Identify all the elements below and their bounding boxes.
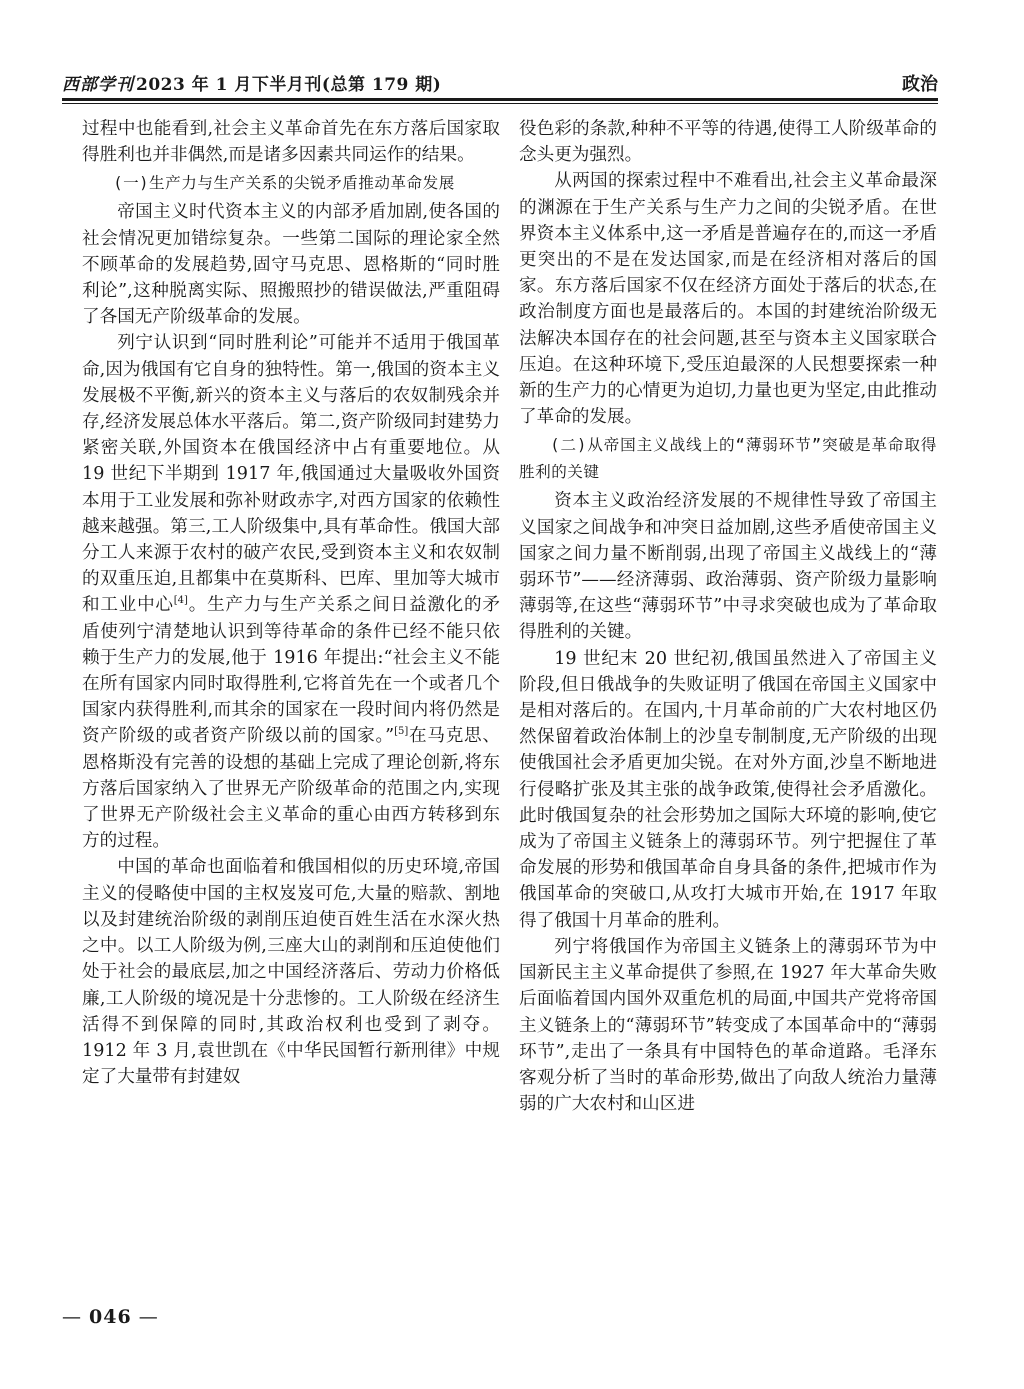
paragraph: 资本主义政治经济发展的不规律性导致了帝国主义国家之间战争和冲突日益加剧,这些矛盾使帝国主义国家之间力量不断削弱,出现了帝国主义战线上的“薄弱环节”——经济薄弱、政治薄弱、资产阶级力量影响薄弱等,在这些“薄弱环节”中寻求突破也成为了革命取得胜利的关键。 — [519, 491, 937, 643]
paragraph: 帝国主义时代资本主义的内部矛盾加剧,使各国的社会情况更加错综复杂。一些第二国际的理论家全然不顾革命的发展趋势,固守马克思、恩格斯的“同时胜利论”,这种脱离实际、照搬照抄的错误做法,严重阻碍了各国无产阶级革命的发展。 — [82, 202, 500, 328]
citation-ref: [5] — [394, 726, 409, 738]
paragraph: 19 世纪末 20 世纪初,俄国虽然进入了帝国主义阶段,但日俄战争的失败证明了俄国在帝国主义国家中是相对落后的。在国内,十月革命前的广大农村地区仍然保留着政治体制上的沙皇专制制度,无产阶级的出现使俄国社会矛盾更加尖锐。在对外方面,沙皇不断地进行侵略扩张及其主张的战争政策,使得社会矛盾激化。此时俄国复杂的社会形势加之国际大环境的影响,使它成为了帝国主义链条上的薄弱环节。列宁把握住了革命发展的形势和俄国革命自身具备的条件,把城市作为俄国革命的突破口,从攻打大城市开始,在 1917 年取得了俄国十月革命的胜利。 — [519, 648, 937, 931]
right-column — [519, 116, 937, 1117]
paragraph: 过程中也能看到,社会主义革命首先在东方落后国家取得胜利也并非偶然,而是诸多因素共同运作的结果。 — [82, 119, 500, 166]
journal-logo: 西部学刊 — [62, 75, 134, 95]
paragraph: 中国的革命也面临着和俄国相似的历史环境,帝国主义的侵略使中国的主权岌岌可危,大量的赔款、割地以及封建统治阶级的剥削压迫使百姓生活在水深火热之中。以工人阶级为例,三座大山的剥削和压迫使他们处于社会的最底层,加之中国经济落后、劳动力价格低廉,工人阶级的境况是十分悲惨的。工人阶级在经济生活得不到保障的同时,其政治权利也受到了剥夺。1912 年 3 月,袁世凯在《中华民国暂行新刑律》中规定了大量带有封建奴 — [82, 857, 500, 1088]
citation-ref: [4] — [173, 595, 188, 607]
section-subheading: (二)从帝国主义战线上的“薄弱环节”突破是革命取得胜利的关键 — [519, 436, 937, 482]
paragraph: 从两国的探索过程中不难看出,社会主义革命最深的渊源在于生产关系与生产力之间的尖锐矛盾。在世界资本主义体系中,这一矛盾是普遍存在的,而这一矛盾更突出的不是在发达国家,而是在经济相对落后的国家。东方落后国家不仅在经济方面处于落后的状态,在政治制度方面也是最落后的。本国的封建统治阶级无法解决本国存在的社会问题,甚至与资本主义国家联合压迫。在这种环境下,受压迫最深的人民想要探索一种新的生产力的心情更为迫切,力量也更为坚定,由此推动了革命的发展。 — [519, 171, 937, 428]
paragraph — [82, 330, 500, 854]
paragraph-text: 在马克思、恩格斯没有完善的设想的基础上完成了理论创新,将东方落后国家纳入了世界无产阶级革命的范围之内,实现了世界无产阶级社会主义革命的重心由西方转移到东方的过程。 — [82, 726, 500, 852]
section-label: 政治 — [902, 74, 938, 95]
header-rule-thin — [62, 103, 938, 104]
paragraph: 役色彩的条款,种种不平等的待遇,使得工人阶级革命的念头更为强烈。 — [519, 119, 937, 166]
paragraph: 列宁将俄国作为帝国主义链条上的薄弱环节为中国新民主主义革命提供了参照,在 1927 年大革命失败后面临着国内国外双重危机的局面,中国共产党将帝国主义链条上的“薄弱环节”转变成了本国革命中的“薄弱环节”,走出了一条具有中国特色的革命道路。毛泽东客观分析了当时的革命形势,做出了向敌人统治力量薄弱的广大农村和山区进 — [519, 936, 937, 1115]
section-subheading: (一)生产力与生产关系的尖锐矛盾推动革命发展 — [113, 174, 455, 193]
paragraph-text: 。生产力与生产关系之间日益激化的矛盾使列宁清楚地认识到等待革命的条件已经不能只依赖于生产力的发展,他于 1916 年提出:“社会主义不能在所有国家内同时取得胜利,它将首先在一个或者几个国家内获得胜利,而其余的国家在一段时间内将仍然是资产阶级的或者资产阶级以前的国家。” — [82, 595, 500, 747]
paragraph-text: 列宁认识到“同时胜利论”可能并不适用于俄国革命,因为俄国有它自身的独特性。第一,俄国的资本主义发展极不平衡,新兴的资本主义与落后的农奴制残余并存,经济发展总体水平落后。第二,资产阶级同封建势力紧密关联,外国资本在俄国经济中占有重要地位。从 19 世纪下半期到 1917 年,俄国通过大量吸收外国资本用于工业发展和弥补财政赤字,对西方国家的依赖性越来越强。第三,工人阶级集中,具有革命性。俄国大部分工人来源于农村的破产农民,受到资本主义和农奴制的双重压迫,且都集中在莫斯科、巴库、里加等大城市和工业中心 — [82, 333, 500, 616]
page-number: 046 — [89, 1306, 132, 1328]
left-column — [82, 116, 500, 1090]
page-footer: — 046 — — [62, 1306, 159, 1328]
page-header — [62, 70, 938, 100]
journal-title — [62, 70, 441, 95]
journal-issue: 2023 年 1 月下半月刊(总第 179 期) — [136, 75, 442, 95]
header-rule-thick — [62, 98, 938, 101]
